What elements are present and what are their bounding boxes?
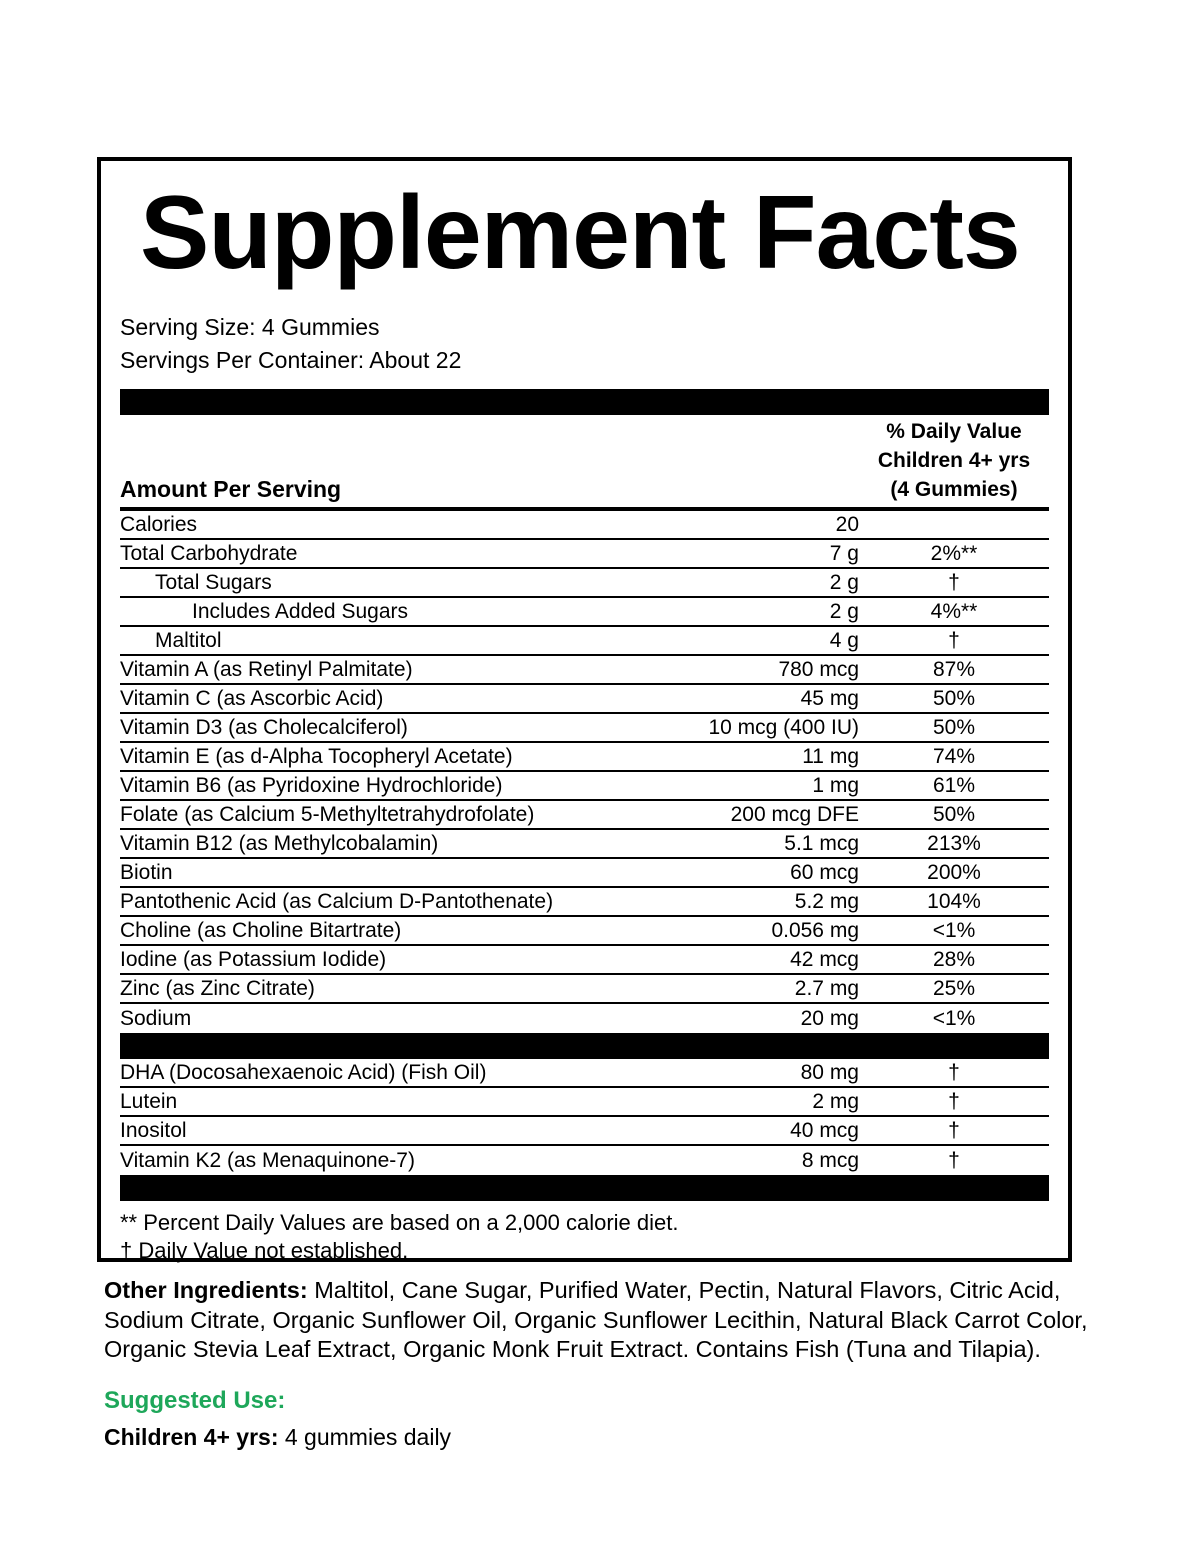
nutrient-name: Vitamin A (as Retinyl Palmitate) (120, 657, 413, 681)
nutrient-row (120, 685, 1049, 714)
nutrient-daily-value: † (948, 628, 960, 652)
nutrient-name: Zinc (as Zinc Citrate) (120, 976, 315, 1000)
nutrient-amount: 2 mg (812, 1089, 859, 1113)
footnote-daily-values: ** Percent Daily Values are based on a 2,000 calorie diet. (120, 1210, 679, 1235)
nutrient-daily-value: 50% (932, 686, 976, 710)
nutrient-amount: 11 mg (802, 744, 859, 768)
nutrient-amount: 20 (835, 512, 859, 536)
nutrient-name: Pantothenic Acid (as Calcium D-Pantothenate) (120, 889, 554, 913)
other-ingredients-paragraph (104, 1276, 1089, 1365)
nutrient-row (120, 569, 1049, 598)
nutrient-name: Vitamin K2 (as Menaquinone-7) (120, 1148, 415, 1172)
nutrient-row (120, 656, 1049, 685)
nutrient-amount: 8 mcg (801, 1148, 859, 1172)
nutrient-row (120, 1146, 1049, 1175)
nutrient-name: Vitamin E (as d-Alpha Tocopheryl Acetate) (120, 744, 513, 768)
nutrient-row (120, 772, 1049, 801)
divider-bar-bottom (120, 1175, 1049, 1201)
suggested-use-heading: Suggested Use: (104, 1386, 286, 1414)
nutrient-amount: 0.056 mg (771, 918, 859, 942)
dosage-line (104, 1424, 1089, 1451)
nutrient-row (120, 946, 1049, 975)
nutrient-amount: 42 mcg (790, 947, 859, 971)
nutrient-row (120, 801, 1049, 830)
nutrient-name: Vitamin C (as Ascorbic Acid) (120, 686, 384, 710)
nutrient-name: Sodium (120, 1006, 192, 1030)
nutrient-daily-value: 200% (927, 860, 981, 884)
nutrient-amount: 20 mg (800, 1006, 859, 1030)
nutrient-daily-value: 61% (932, 773, 976, 797)
nutrient-name: Inositol (120, 1118, 187, 1142)
nutrient-name: Lutein (120, 1089, 178, 1113)
daily-value-header (859, 417, 1049, 504)
amount-per-serving-header: Amount Per Serving (120, 476, 342, 502)
nutrient-row (120, 830, 1049, 859)
nutrient-name: Iodine (as Potassium Iodide) (120, 947, 387, 971)
nutrient-daily-value: <1% (932, 918, 976, 942)
nutrient-daily-value: 2%** (930, 541, 978, 565)
nutrient-name: Folate (as Calcium 5-Methyltetrahydrofolate) (120, 802, 535, 826)
nutrient-row (120, 627, 1049, 656)
nutrient-amount: 4 g (829, 628, 859, 652)
dosage-label: Children 4+ yrs: (104, 1423, 279, 1450)
nutrient-daily-value: <1% (932, 1006, 976, 1030)
nutrient-name: Vitamin B6 (as Pyridoxine Hydrochloride) (120, 773, 503, 797)
servings-per-container-text: Servings Per Container: About 22 (120, 347, 462, 373)
daily-value-header-line3: (4 Gummies) (890, 478, 1018, 501)
below-panel-text (104, 1276, 1089, 1451)
other-ingredients-text: Maltitol, Cane Sugar, Purified Water, Pectin, Natural Flavors, Citric Acid, Sodium Citrate, Organic Sunflower Oil, Organic Sunflower Lecithin, Natural Black Carrot Color, Organic Stevia Leaf Extract, Organic Monk Fruit Extract. Contains Fish (Tuna and Tilapia). (104, 1277, 1088, 1362)
other-ingredients-label: Other Ingredients: (104, 1277, 308, 1303)
nutrient-amount: 200 mcg DFE (730, 802, 859, 826)
nutrient-daily-value: 213% (927, 831, 981, 855)
nutrient-daily-value: † (948, 1148, 960, 1172)
nutrient-amount: 1 mg (812, 773, 859, 797)
nutrient-name: Includes Added Sugars (192, 599, 408, 623)
nutrient-amount: 2.7 mg (794, 976, 859, 1000)
nutrient-row (120, 743, 1049, 772)
nutrient-daily-value: 4%** (930, 599, 978, 623)
nutrient-row (120, 917, 1049, 946)
nutrient-row (120, 1088, 1049, 1117)
nutrient-row (120, 1059, 1049, 1088)
nutrient-daily-value: 104% (927, 889, 981, 913)
nutrient-daily-value: 74% (932, 744, 976, 768)
nutrient-row (120, 888, 1049, 917)
nutrient-name: Vitamin D3 (as Cholecalciferol) (120, 715, 408, 739)
nutrient-name: DHA (Docosahexaenoic Acid) (Fish Oil) (120, 1060, 487, 1084)
nutrient-daily-value: 25% (932, 976, 976, 1000)
serving-info (120, 311, 1049, 377)
serving-size-text: Serving Size: 4 Gummies (120, 314, 380, 340)
nutrient-name: Total Carbohydrate (120, 541, 298, 565)
daily-value-header-line1: % Daily Value (886, 420, 1022, 443)
nutrient-amount: 45 mg (800, 686, 859, 710)
nutrient-name: Maltitol (155, 628, 222, 652)
nutrient-row (120, 714, 1049, 743)
divider-bar-top (120, 389, 1049, 415)
dosage-text: 4 gummies daily (278, 1423, 452, 1450)
nutrient-name: Calories (120, 512, 198, 536)
nutrient-amount: 5.1 mcg (784, 831, 859, 855)
nutrient-daily-value: † (948, 1118, 960, 1142)
daily-value-header-line2: Children 4+ yrs (877, 449, 1031, 472)
nutrient-row (120, 511, 1049, 540)
nutrient-name: Choline (as Choline Bitartrate) (120, 918, 402, 942)
nutrient-daily-value: † (948, 1060, 960, 1084)
nutrient-name: Total Sugars (155, 570, 272, 594)
nutrient-row (120, 598, 1049, 627)
nutrient-amount: 60 mcg (790, 860, 859, 884)
nutrient-row (120, 1004, 1049, 1033)
nutrient-amount: 40 mcg (790, 1118, 859, 1142)
nutrient-rows-main (120, 511, 1049, 1033)
nutrient-daily-value: 50% (932, 715, 976, 739)
footnotes (120, 1201, 1049, 1265)
nutrient-daily-value: 28% (932, 947, 976, 971)
panel-title: Supplement Facts (140, 175, 1020, 291)
nutrient-amount: 80 mg (800, 1060, 859, 1084)
nutrient-amount: 7 g (829, 541, 859, 565)
nutrient-daily-value: † (948, 570, 960, 594)
nutrient-amount: 2 g (829, 570, 859, 594)
table-header (120, 417, 1049, 511)
nutrient-daily-value: 50% (932, 802, 976, 826)
nutrient-name: Biotin (120, 860, 173, 884)
nutrient-amount: 5.2 mg (794, 889, 859, 913)
nutrient-daily-value: † (948, 1089, 960, 1113)
nutrient-row (120, 859, 1049, 888)
footnote-dagger: † Daily Value not established. (120, 1238, 409, 1263)
supplement-facts-panel (97, 157, 1072, 1262)
nutrient-rows-extra (120, 1059, 1049, 1175)
nutrient-amount: 2 g (829, 599, 859, 623)
nutrient-amount: 10 mcg (400 IU) (708, 715, 859, 739)
divider-bar-middle (120, 1033, 1049, 1059)
nutrient-row (120, 1117, 1049, 1146)
nutrient-daily-value: 87% (932, 657, 976, 681)
nutrient-amount: 780 mcg (778, 657, 859, 681)
nutrient-name: Vitamin B12 (as Methylcobalamin) (120, 831, 439, 855)
nutrient-row (120, 540, 1049, 569)
nutrient-row (120, 975, 1049, 1004)
